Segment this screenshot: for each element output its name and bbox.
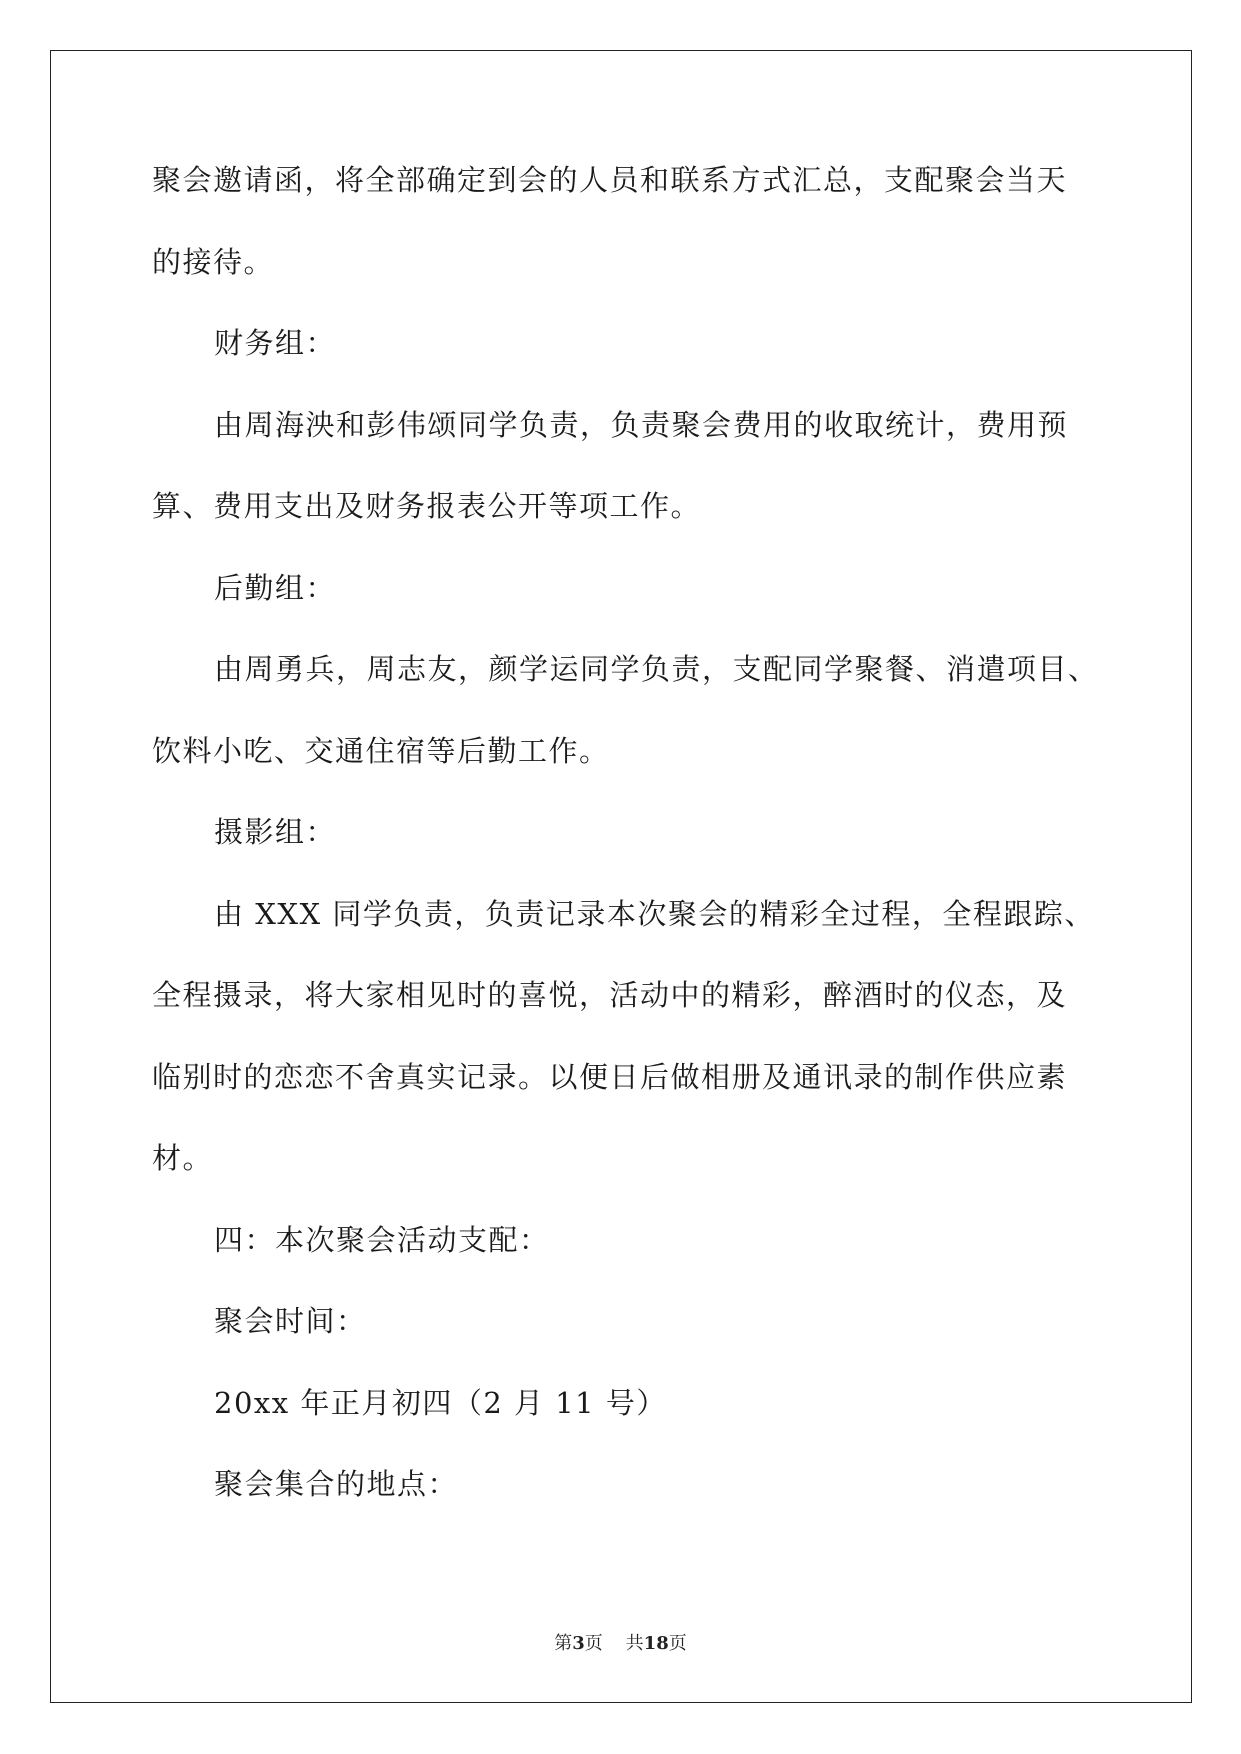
paragraph-line: 的接待。 [152, 244, 275, 279]
paragraph-line: 饮料小吃、交通住宿等后勤工作。 [152, 733, 610, 768]
footer-total-suffix: 页 [668, 1633, 687, 1654]
current-page-number: 3 [572, 1633, 585, 1654]
section-heading-photography: 摄影组： [214, 815, 337, 849]
paragraph-line: 由周勇兵，周志友，颜学运同学负责，支配同学聚餐、消遣项目、 [214, 652, 1099, 686]
total-page-number: 18 [643, 1633, 669, 1654]
paragraph-line: 临别时的恋恋不舍真实记录。以便日后做相册及通讯录的制作供应素 [152, 1059, 1068, 1094]
footer-prefix: 第 [554, 1633, 573, 1654]
footer-total-prefix: 共 [625, 1633, 644, 1654]
paragraph-line: 聚会邀请函，将全部确定到会的人员和联系方式汇总，支配聚会当天 [152, 163, 1068, 197]
paragraph-line: 由周海泱和彭伟颂同学负责，负责聚会费用的收取统计，费用预 [214, 407, 1069, 442]
paragraph-line: 全程摄录，将大家相见时的喜悦，活动中的精彩，醉酒时的仪态，及 [152, 978, 1068, 1012]
footer-page-word: 页 [584, 1633, 603, 1654]
paragraph-line: 20xx 年正月初四（2 月 11 号） [214, 1385, 667, 1420]
paragraph-line: 聚会时间： [214, 1304, 367, 1338]
paragraph-line: 材。 [152, 1141, 214, 1175]
document-body [152, 160, 1099, 1546]
section-heading-logistics: 后勤组： [214, 570, 337, 605]
paragraph-line: 由 XXX 同学负责，负责记录本次聚会的精彩全过程，全程跟踪、 [214, 896, 1095, 931]
paragraph-line: 算、费用支出及财务报表公开等项工作。 [152, 489, 702, 523]
page-footer [0, 1629, 1241, 1655]
section-heading-finance: 财务组： [214, 326, 337, 360]
paragraph-line: 聚会集合的地点： [214, 1467, 459, 1501]
section-heading-schedule: 四：本次聚会活动支配： [214, 1222, 550, 1257]
